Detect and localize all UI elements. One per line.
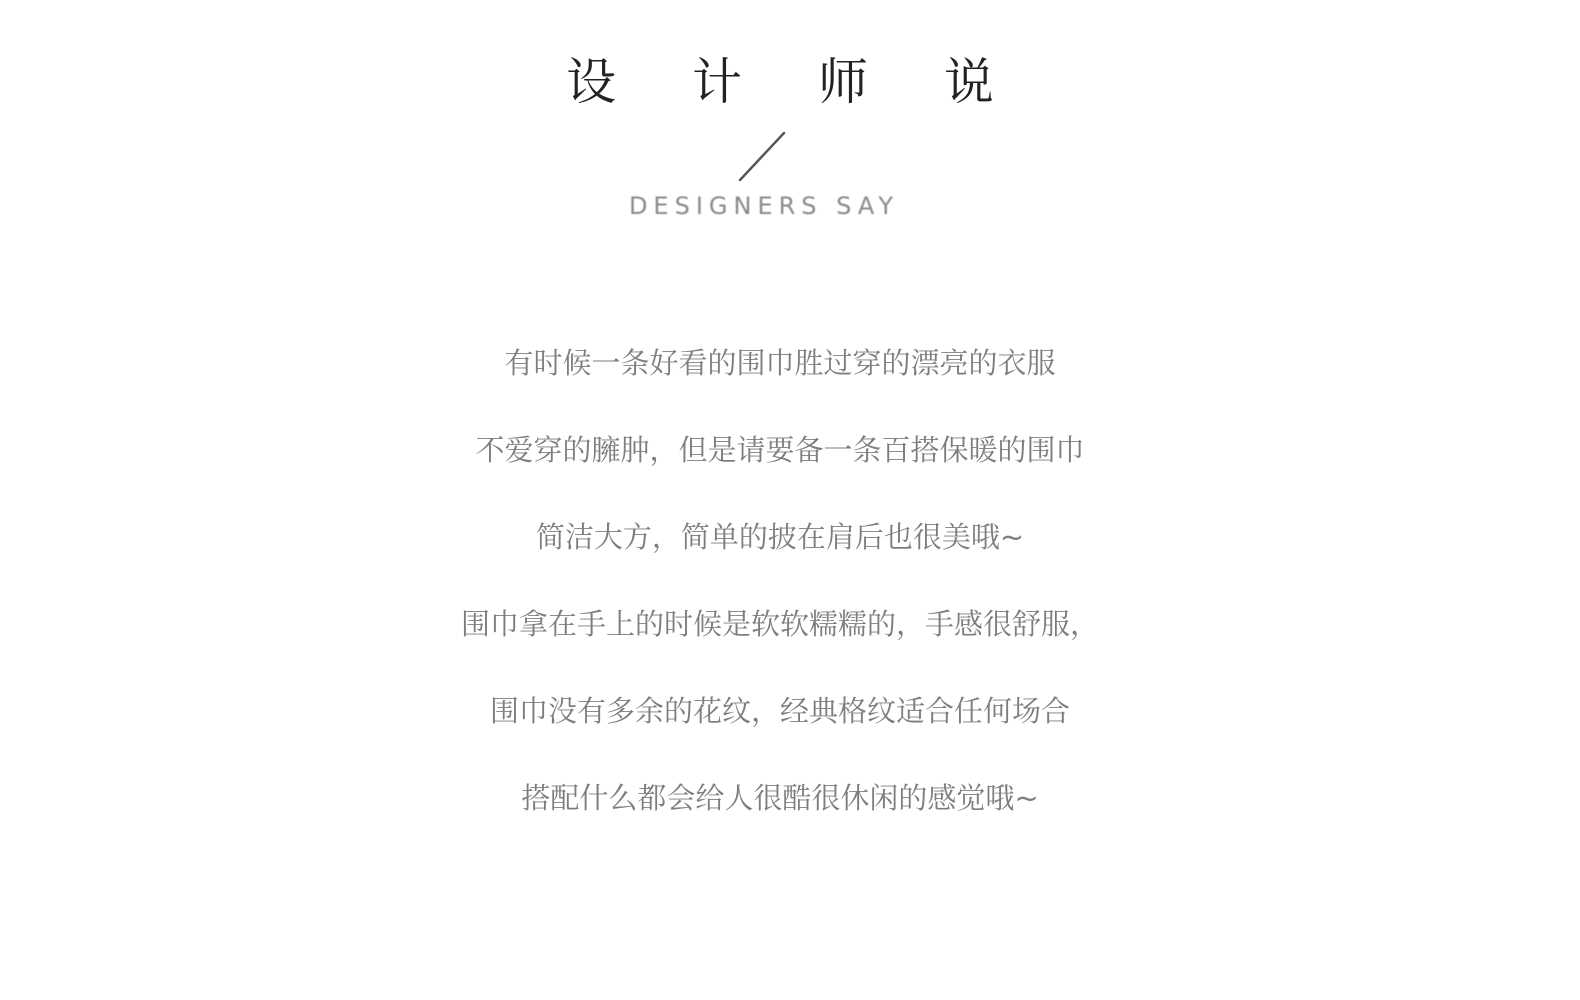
section-subtitle: DESIGNERS SAY — [628, 192, 900, 220]
text-line: 围巾没有多余的花纹，经典格纹适合任何场合 — [489, 694, 1070, 728]
slash-divider — [736, 130, 788, 184]
text-line: 不爱穿的臃肿，但是请要备一条百搭保暖的围巾 — [475, 433, 1085, 467]
text-line: 搭配什么都会给人很酷很休闲的感觉哦~ — [521, 781, 1039, 815]
designer-text-block — [0, 338, 1560, 860]
text-line: 有时候一条好看的围巾胜过穿的漂亮的衣服 — [504, 346, 1056, 380]
text-line: 围巾拿在手上的时候是软软糯糯的，手感很舒服， — [460, 607, 1099, 641]
section-title: 设 计 师 说 — [566, 53, 1024, 111]
text-line: 简洁大方，简单的披在肩后也很美哦~ — [535, 520, 1025, 554]
